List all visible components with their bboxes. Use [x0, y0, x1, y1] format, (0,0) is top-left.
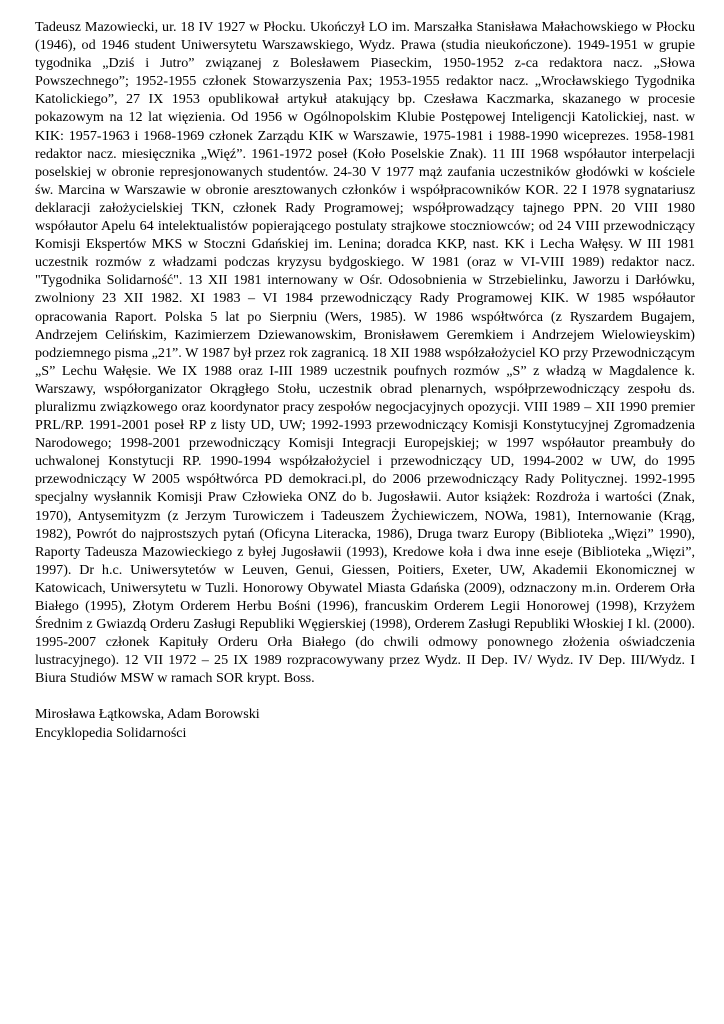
source-name: Encyklopedia Solidarności [35, 724, 187, 741]
biography-paragraph: Tadeusz Mazowiecki, ur. 18 IV 1927 w Płocku. Ukończył LO im. Marszałka Stanisława Małachowskiego w Płocku (1946), od 1946 student Uniwersytetu Warszawskiego, Wydz. Prawa (studia nieukończone). 1949-1951 w grupie tygodnika „Dziś i Jutro” związanej z Bolesławem Piaseckim, 1950-1952 z-ca redaktora nacz. „Słowa Powszechnego”; 1952-1955 członek Stowarzyszenia Pax; 1953-1955 redaktor nacz. „Wrocławskiego Tygodnika Katolickiego”, 27 IX 1953 opublikował artykuł atakujący bp. Czesława Kaczmarka, skazanego w procesie pokazowym na 12 lat więzienia. Od 1956 w Ogólnopolskim Klubie Postępowej Inteligencji Katolickiej, nast. w KIK: 1957-1963 i 1968-1969 członek Zarządu KIK w Warszawie, 1975-1981 i 1988-1990 wiceprezes. 1958-1981 redaktor nacz. miesięcznika „Więź”. 1961-1972 poseł (Koło Poselskie Znak). 11 III 1968 współautor interpelacji poselskiej w obronie represjonowanych studentów. 24-30 V 1977 mąż zaufania uczestników głodówki w kościele św. Marcina w Warszawie w obronie aresztowanych członków i współpracowników KOR. 22 I 1978 sygnatariusz deklaracji założycielskiej TKN, członek Rady Programowej; współprowadzący tajnego PPN. 20 VIII 1980 współautor Apelu 64 intelektualistów popierającego postulaty strajkowe stoczniowców; od 24 VIII przewodniczący Komisji Ekspertów MKS w Stoczni Gdańskiej im. Lenina; doradca KKP, nast. KK i Lecha Wałęsy. W III 1981 uczestnik rozmów z władzami podczas kryzysu bydgoskiego. W 1981 (oraz w VI-VIII 1989) redaktor nacz. "Tygodnika Solidarność". 13 XII 1981 internowany w Ośr. Odosobnienia w Strzebielinku, Jaworzu i Darłówku, zwolniony 23 XII 1982. XI 1983 – VI 1984 przewodniczący Rady Programowej KIK. W 1985 współautor opracowania Raport. Polska 5 lat po Sierpniu (Wers, 1985). W 1986 współtwórca (z Ryszardem Bugajem, Andrzejem Celińskim, Kazimierzem Dziewanowskim, Bronisławem Geremkiem i Andrzejem Wielowieyskim) podziemnego pisma „21”. W 1987 był przez rok zagranicą. 18 XII 1988 współzałożyciel KO przy Przewodniczącym „S” Lechu Wałęsie. We IX 1988 oraz I-III 1989 uczestnik poufnych rozmów „S” z władzą w Magdalence k. Warszawy, współorganizator Okrągłego Stołu, uczestnik obrad plenarnych, współprzewodniczący zespołu ds. pluralizmu związkowego oraz koordynator pracy zespołów negocjacyjnych opozycji. VIII 1989 – XII 1990 premier PRL/RP. 1991-2001 poseł RP z listy UD, UW; 1992-1993 przewodniczący Komisji Konstytucyjnej Zgromadzenia Narodowego; 1998-2001 przewodniczący Komisji Integracji Europejskiej; w 1997 współautor preambuły do uchwalonej Konstytucji RP. 1990-1994 współzałożyciel i przewodniczący UD, 1994-2002 w UW, do 1995 przewodniczący W 2005 współtwórca PD demokraci.pl, do 2006 przewodniczący Rady Politycznej. 1992-1995 specjalny wysłannik Komisji Praw Człowieka ONZ do b. Jugosławii. Autor książek: Rozdroża i wartości (Znak, 1970), Antysemityzm (z Jerzym Turowiczem i Tadeuszem Żychiewiczem, NOWa, 1981), Internowanie (Krąg, 1982), Powrót do najprostszych pytań (Oficyna Literacka, 1986), Druga twarz Europy (Biblioteka „Więzi” 1990), Raporty Tadeusza Mazowieckiego z byłej Jugosławii (1993), Kredowe koła i dwa inne eseje (Biblioteka „Więzi”, 1997). Dr h.c. Uniwersytetów w Leuven, Genui, Giessen, Poitiers, Exeter, UW, Akademii Ekonomicznej w Katowicach, Uniwersytetu w Tuzli. Honorowy Obywatel Miasta Gdańska (2009), odznaczony m.in. Orderem Orła Białego (1995), Złotym Orderem Herbu Bośni (1996), francuskim Orderem Legii Honorowej (1998), Krzyżem Średnim z Gwiazdą Orderu Zasługi Republiki Węgierskiej (1998), Orderem Zasługi Republiki Włoskiej I kl. (2000). 1995-2007 członek Kapituły Orderu Orła Białego (do chwili odmowy ponownego złożenia oświadczenia lustracyjnego). 12 VII 1972 – 25 IX 1989 rozpracowywany przez Wydz. II Dep. IV/ Wydz. IV Dep. III/Wydz. I Biura Studiów MSW w ramach SOR krypt. Boss. [35, 19, 695, 687]
attribution-block [35, 705, 695, 741]
document-page [35, 18, 695, 742]
author-names: Mirosława Łątkowska, Adam Borowski [35, 706, 260, 723]
